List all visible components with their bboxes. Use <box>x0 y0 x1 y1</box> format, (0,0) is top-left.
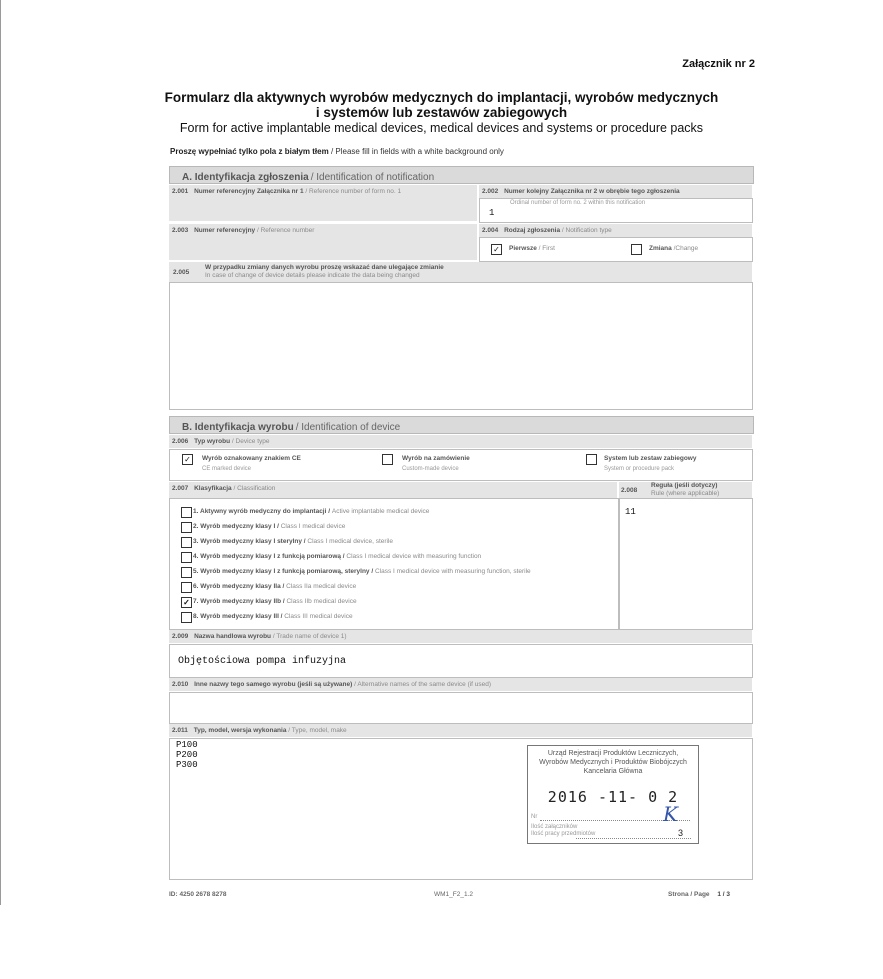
section-a-title: A. Identyfikacja zgłoszenia <box>182 172 309 183</box>
field-2010-input[interactable] <box>169 692 753 724</box>
model-p300: P300 <box>176 760 198 770</box>
stamp-line3: Kancelaria Główna <box>583 768 643 775</box>
classification-checkbox-1[interactable] <box>181 507 192 518</box>
classification-checkbox-8[interactable] <box>181 612 192 623</box>
field-2004-label: 2.004 Rodzaj zgłoszenia / Notification type <box>479 224 752 237</box>
classification-checkbox-6[interactable] <box>181 582 192 593</box>
field-2010-label: 2.010 Inne nazwy tego samego wyrobu (jeśli są używane) / Alternative names of the same device (if used) <box>169 678 752 691</box>
footer-id: ID: 4250 2678 8278 <box>169 891 227 898</box>
option-first-label: Pierwsze / First <box>509 245 555 252</box>
footer-form-code: WM1_F2_1.2 <box>434 891 474 898</box>
section-a-header <box>169 166 754 184</box>
field-2004-options <box>479 237 753 262</box>
field-2001-shaded <box>169 198 477 221</box>
classification-checkbox-7[interactable]: ✓ <box>181 597 192 608</box>
section-b-header <box>169 416 754 434</box>
stamp-count-line <box>576 838 691 839</box>
footer-page-label: Strona / Page <box>668 891 710 898</box>
stamp-count-value: 3 <box>678 828 684 838</box>
section-a-title-en: / Identification of notification <box>310 172 435 183</box>
option-custom-made-label: Wyrób na zamówienie <box>402 455 470 462</box>
option-ce-marked-label: Wyrób oznakowany znakiem CE <box>202 455 301 462</box>
stamp-count-label1: Ilość załączników <box>531 824 578 830</box>
classification-checkbox-4[interactable] <box>181 552 192 563</box>
field-2002-label: 2.002 Numer kolejny Załącznika nr 2 w obrębie tego zgłoszenia <box>479 185 752 198</box>
footer-page-value: 1 / 3 <box>717 891 731 898</box>
page-title-line2: i systemów lub zestawów zabiegowych <box>315 105 568 120</box>
option-system-pack-en: System or procedure pack <box>604 466 675 472</box>
page-title-english: Form for active implantable medical devices, medical devices and systems or procedure packs <box>179 121 704 135</box>
stamp-nr-label: Nr <box>531 814 538 820</box>
checkbox-custom-made[interactable] <box>382 454 393 465</box>
option-custom-made-en: Custom-made device <box>402 466 459 472</box>
registration-stamp <box>527 745 699 844</box>
field-2001-label: 2.001 Numer referencyjny Załącznika nr 1 / Reference number of form no. 1 <box>169 185 477 198</box>
field-2007-label: 2.007 Klasyfikacja / Classification <box>169 482 617 498</box>
field-2008-value: 11 <box>625 507 636 517</box>
checkbox-system-pack[interactable] <box>586 454 597 465</box>
signature-mark: K <box>663 802 678 826</box>
section-b-title-en: / Identification of device <box>295 422 401 433</box>
page-title-line1: Formularz dla aktywnych wyrobów medycznych do implantacji, wyrobów medycznych <box>164 90 719 105</box>
field-2008-label: 2.008 Reguła (jeśli dotyczy) Rule (where applicable) <box>619 482 752 498</box>
checkbox-first[interactable]: ✓ <box>491 244 502 255</box>
field-2005-textarea[interactable] <box>169 282 753 410</box>
model-p100: P100 <box>176 740 198 750</box>
field-2005-label: 2.005 W przypadku zmiany danych wyrobu proszę wskazać dane ulegające zmianie In case of change of device details please indicate the data being changed <box>169 262 752 282</box>
classification-checkbox-5[interactable] <box>181 567 192 578</box>
model-p200: P200 <box>176 750 198 760</box>
option-ce-marked-en: CE marked device <box>202 466 252 472</box>
option-change-label: Zmiana /Change <box>649 245 699 252</box>
fill-instruction <box>170 147 504 156</box>
stamp-line2: Wyrobów Medycznych i Produktów Biobójczych <box>539 759 687 766</box>
field-2011-label: 2.011 Typ, model, wersja wykonania / Type, model, make <box>169 724 752 737</box>
section-b-title: B. Identyfikacja wyrobu <box>182 422 294 433</box>
field-2003-shaded <box>169 237 477 260</box>
classification-checkbox-2[interactable] <box>181 522 192 533</box>
stamp-date: 2016 -11- 0 2 <box>547 788 679 806</box>
field-2009-input[interactable] <box>169 644 753 678</box>
field-2003-label: 2.003 Numer referencyjny / Reference number <box>169 224 477 237</box>
trade-name-value: Objętościowa pompa infuzyjna <box>178 656 347 667</box>
field-2006-label: 2.006 Typ wyrobu / Device type <box>169 435 752 448</box>
field-2007-classification <box>169 498 619 630</box>
stamp-line1: Urząd Rejestracji Produktów Leczniczych, <box>547 750 679 757</box>
attachment-label: Załącznik nr 2 <box>682 58 755 70</box>
fill-instruction-pl: Proszę wypełniać tylko pola z białym tłem <box>170 147 329 156</box>
field-2002-value: 1 <box>489 208 495 218</box>
field-2006-options <box>169 449 753 481</box>
scan-edge-line <box>0 0 1 905</box>
field-2002-input[interactable]: Ordinal number of form no. 2 within this notification 1 <box>479 198 753 223</box>
option-system-pack-label: System lub zestaw zabiegowy <box>604 455 697 462</box>
field-2008-input[interactable] <box>619 498 753 630</box>
fill-instruction-en: / Please fill in fields with a white background only <box>330 147 504 156</box>
field-2009-label: 2.009 Nazwa handlowa wyrobu / Trade name of device 1) <box>169 630 752 643</box>
footer-page <box>668 891 730 898</box>
checkbox-ce-marked[interactable]: ✓ <box>182 454 193 465</box>
checkbox-change[interactable] <box>631 244 642 255</box>
stamp-count-label2: Ilość pracy przedmiotów <box>531 831 596 837</box>
classification-checkbox-3[interactable] <box>181 537 192 548</box>
